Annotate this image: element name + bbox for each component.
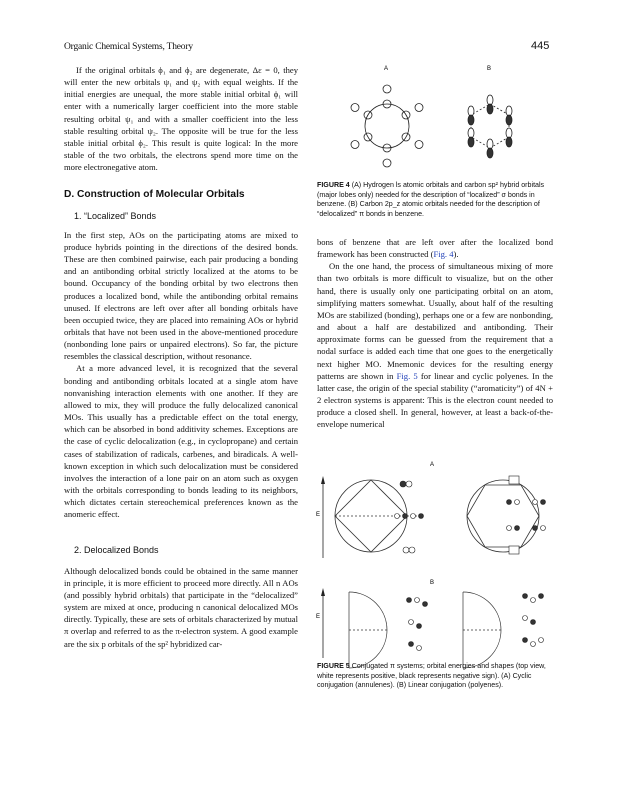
figure-5-caption [317,662,553,691]
fig-4-link[interactable]: Fig. 4 [433,249,454,260]
figure-4-panel-a-label: A [384,66,389,72]
figure-5-panel-a-label: A [430,462,435,468]
cyclobutadiene-orbital-sketches [395,481,424,553]
energy-axis-b-arrow [321,588,325,596]
left-column [64,64,298,650]
intro-paragraph: If the original orbitals ϕ₁ and ϕ₂ are degenerate, Δε = 0, they will enter the new orbitals ψ₁ and ψ₂ with equal weights. If the initial energies are unequal, the more stable initial orbital ϕ₁ will enter with a numerically larger coefficient into the more stable resulting orbital ψ₁ and with a smaller coefficient into the less stable resulting orbital ψ₂. The opposite will be true for the less stable initial orbital ϕ₂. This result is quite logical: In the more stable of the two orbitals, the electrons spend more time on the more electronegative atom. [64,65,298,173]
figure-4-caption-text: (A) Hydrogen ls atomic orbitals and carbon sp² hybrid orbitals (major lobes only) needed for the description of “localized” σ bonds in benzene. (B) Carbon 2p_z atomic orbitals needed for the description of “delocalized” π bonds in benzene. [317,181,545,218]
energy-axis-a-arrow [321,476,325,484]
energy-axis-a-label: E [316,512,321,518]
right-paragraph-1: bons of benzene that are left over after the localized bond framework has been constructed (Fig. 4). [317,237,553,260]
right-column [317,236,553,431]
figure-5a-drawing [313,458,553,588]
figure-4-drawing [314,60,554,180]
polyene-orbital-sketches [407,594,544,651]
figure-5-caption-label: FIGURE 5 [317,662,350,670]
figure-5b-drawing [313,580,553,660]
energy-axis-b-label: E [316,614,321,620]
right-paragraph-2: On the one hand, the process of simultaneous mixing of more than two orbitals is more difficult to visualize, but on the other hand, there is usually only one participating orbital on an atom, simplifying matters somewhat. Usually, about half of the resulting MOs are stabilized (bonding), perhaps one or a few are nonbonding, and about a half are destabilized and antibonding. Their approximate forms can be guessed from the requirement that a nodal surface is added each time that one goes to the energetically next higher MO. Mnemonic devices for the resulting energy patterns are shown in Fig. 5 for linear and cyclic polyenes. In the latter case, the origin of the special stability (“aromaticity”) of 4N + 2 electron systems is apparent: This is the electron count needed to produce a closed shell. In general, however, at least a back-of-the-envelope numerical [317,261,553,430]
frost-circle-hexagon [467,480,539,552]
subsection-heading-delocalized: 2. Delocalized Bonds [74,545,159,556]
benzene-sigma-framework [351,85,423,167]
delocalized-paragraph-1: Although delocalized bonds could be obtained in the same manner in principle, it is more efficient to proceed more directly. All n AOs (and possibly hybrid orbitals) that participate in the “delocalized” system are mixed at once, producing n canonical delocalized MOs directly. Typically, these are sets of orbitals characterized by mutual π overlap and referred to as the π-electron system. A good example are the six p orbitals of the sp² hybridized car- [64,565,298,649]
figure-4-caption [317,181,553,219]
section-heading: D. Construction of Molecular Orbitals [64,189,245,201]
benzene-orbital-sketches [507,476,546,554]
figure-5-panel-b-label: B [430,580,435,586]
figure-4-caption-label: FIGURE 4 [317,181,350,189]
frost-circle-square [335,480,423,552]
localized-paragraph-1: In the first step, AOs on the participating atoms are mixed to produce hybrids pointing in the directions of the desired bonds. These are then combined pairwise, each pair producing a bonding and an antibonding orbital strictly localized at the atoms to be bound. Occupancy of the bonding orbital by two electrons then produces a localized bond, while the antibonding orbital remains unused. If electrons are left over after all bonding orbitals have been occupied twice, they are placed into remaining AOs or hybrid orbitals that have not been used in the above-mentioned procedure (nonbonding lone pairs or unpaired electrons). So far, the picture resembles the classical description, without resonance. [64,229,298,362]
figure-5-caption-text: Conjugated π systems; orbital energies and shapes (top view, white represents positive, black represents negative sign). (A) Cyclic conjugation (annulenes). (B) Linear conjugation (polyenes). [317,662,546,690]
localized-paragraph-2: At a more advanced level, it is recognized that the several bonding and antibonding orbitals located at a single atom have nonvanishing interaction elements with one another. If they are allowed to mix, they will produce the fully delocalized canonical MOs. This usually has a predictable effect on the total energy, which can be absorbed in bond additivity schemes. Exceptions are the case of cyclic delocalization (e.g., in cyclopropane) and certain cases of stabilization of radicals, carbenes, and biradicals. A well-known exception in which such delocalization must be considered involves the interaction of a lone pair on an atom such as oxygen with the orbitals corresponding to bonds leading to its neighbors, which dictates certain stereochemical preferences known as the anomeric effect. [64,363,298,520]
subsection-heading-localized: 1. “Localized” Bonds [74,210,157,221]
fig-5-link[interactable]: Fig. 5 [396,370,418,381]
running-title: Organic Chemical Systems, Theory [64,42,193,52]
benzene-pi-orbitals [468,95,512,158]
figure-4-panel-b-label: B [487,66,492,72]
page-number: 445 [531,40,550,52]
